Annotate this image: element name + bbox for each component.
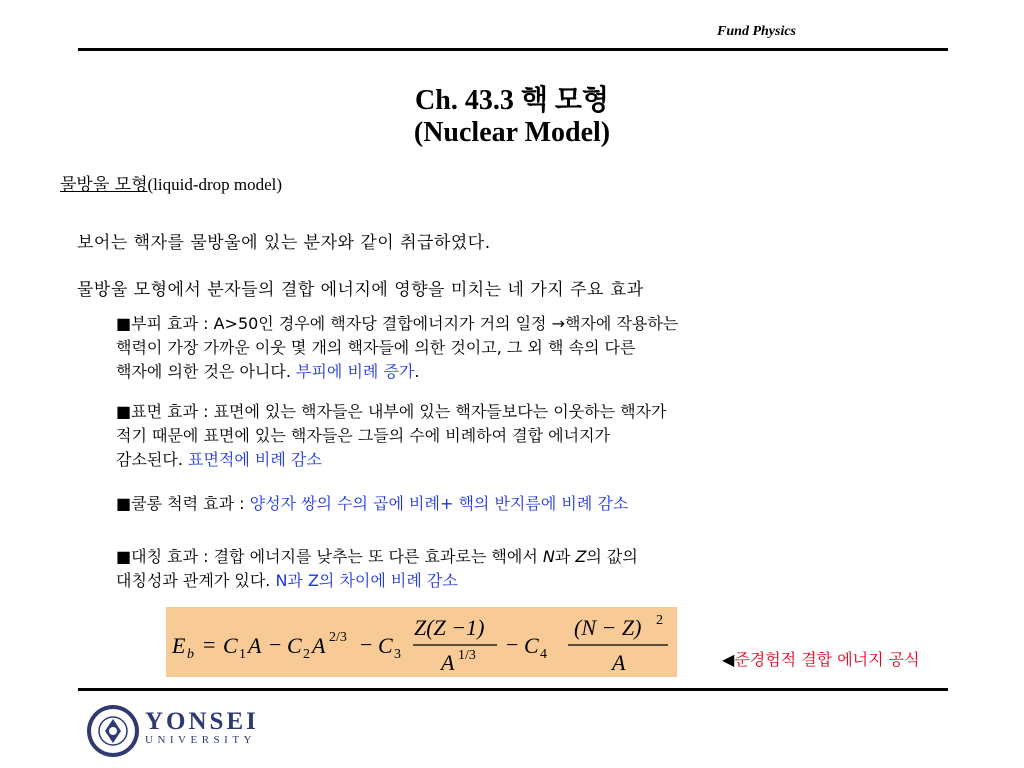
svg-text:C: C <box>287 633 302 658</box>
svg-text:A: A <box>312 633 326 658</box>
effect-volume: ■부피 효과 : A>50인 경우에 핵자당 결합에너지가 거의 일정 →핵자에 작용하는 핵력이 가장 가까운 이웃 몇 개의 핵자들에 의한 것이고, 그 외 핵 속의 다른 핵자에 의한 것은 아니다. 부피에 비례 증가. <box>116 314 679 381</box>
svg-text:b: b <box>187 647 194 662</box>
highlight: 부피에 비례 증가 <box>296 362 415 381</box>
effect-symmetry: ■대칭 효과 : 결합 에너지를 낮추는 또 다른 효과로는 핵에서 N과 Z의 값의 대칭성과 관계가 있다. N과 Z의 차이에 비례 감소 <box>116 547 638 590</box>
page-title: Ch. 43.3 핵 모형 <box>415 85 609 116</box>
bullet: ■ <box>116 402 132 421</box>
bottom-rule <box>78 688 948 691</box>
highlight: 표면적에 비례 감소 <box>188 450 322 469</box>
section-heading-ko: 물방울 모형 <box>60 175 148 195</box>
paragraph-2: 물방울 모형에서 분자들의 결합 에너지에 영향을 미치는 네 가지 주요 효과 <box>77 280 644 300</box>
yonsei-seal-logo <box>85 703 141 763</box>
formula-box <box>166 607 677 677</box>
course-label: Fund Physics <box>717 24 796 39</box>
section-heading-en: (liquid-drop model) <box>147 175 283 194</box>
arrow-right-icon: → <box>551 314 565 333</box>
svg-text:−: − <box>360 632 373 657</box>
svg-text:C: C <box>524 633 539 658</box>
svg-text:C: C <box>223 633 238 658</box>
yonsei-wordmark: YONSEI UNIVERSITY <box>145 708 259 746</box>
svg-text:=: = <box>203 632 216 657</box>
formula-note: ◀준경험적 결합 에너지 공식 <box>722 650 920 669</box>
page-subtitle: (Nuclear Model) <box>413 117 611 148</box>
svg-text:2: 2 <box>303 647 310 662</box>
bullet: ■ <box>116 547 132 566</box>
effect-surface: ■표면 효과 : 표면에 있는 핵자들은 내부에 있는 핵자들보다는 이웃하는 핵자가 적기 때문에 표면에 있는 핵자들은 그들의 수에 비례하여 결합 에너지가 감소된다. 표면적에 비례 감소 <box>116 402 667 469</box>
svg-text:−: − <box>506 632 519 657</box>
svg-text:4: 4 <box>540 647 547 662</box>
section-heading <box>60 170 282 195</box>
svg-text:E: E <box>172 633 186 658</box>
svg-text:1: 1 <box>239 647 246 662</box>
svg-text:A: A <box>441 650 455 675</box>
svg-text:3: 3 <box>394 647 401 662</box>
highlight: 양성자 쌍의 수의 곱에 비례+ 핵의 반지름에 비례 감소 <box>249 494 629 513</box>
svg-text:−: − <box>269 632 282 657</box>
svg-text:A: A <box>248 633 262 658</box>
effect-coulomb: ■쿨롱 척력 효과 : 양성자 쌍의 수의 곱에 비례+ 핵의 반지름에 비례 감소 <box>116 494 629 513</box>
svg-text:C: C <box>378 633 393 658</box>
bullet: ■ <box>116 314 132 333</box>
svg-text:(N − Z): (N − Z) <box>574 615 642 640</box>
bullet: ■ <box>116 494 132 513</box>
svg-text:A: A <box>612 650 626 675</box>
highlight: N과 Z의 차이에 비례 감소 <box>275 571 458 590</box>
paragraph-1: 보어는 핵자를 물방울에 있는 분자와 같이 취급하였다. <box>77 233 491 253</box>
svg-text:1/3: 1/3 <box>458 648 476 663</box>
svg-text:2/3: 2/3 <box>329 630 347 645</box>
binding-energy-formula <box>166 607 677 677</box>
arrow-left-icon: ◀ <box>722 650 735 669</box>
top-rule <box>78 48 948 51</box>
svg-text:2: 2 <box>656 613 663 628</box>
svg-text:Z(Z −1): Z(Z −1) <box>414 615 485 640</box>
